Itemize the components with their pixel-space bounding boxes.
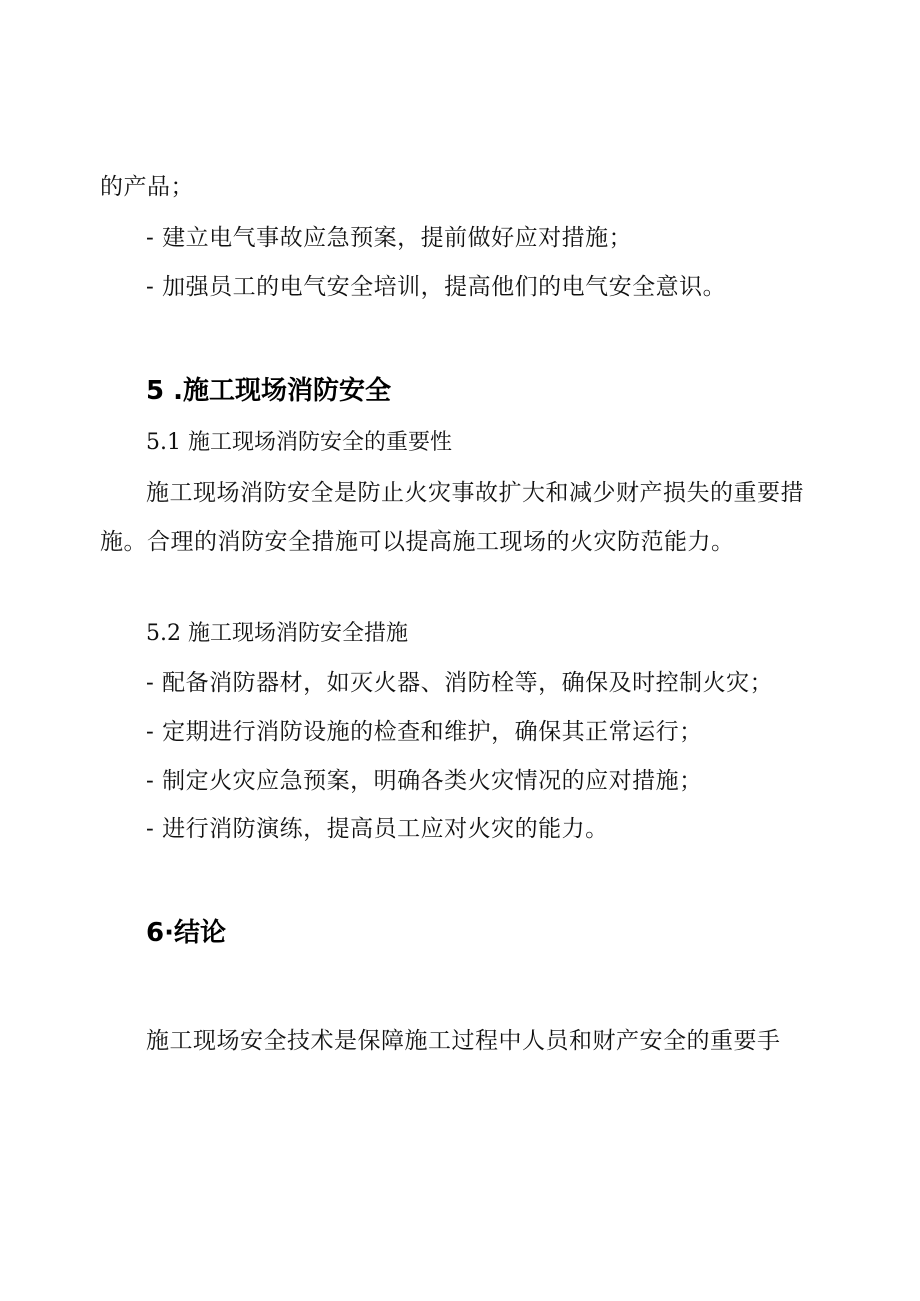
section-6-heading: 6·结论 <box>146 918 226 948</box>
section-5-2-bullet-3: - 制定火灾应急预案，明确各类火灾情况的应对措施； <box>146 768 703 794</box>
intro-continuation-text: 的产品； <box>100 174 194 200</box>
intro-bullet-2: - 加强员工的电气安全培训，提高他们的电气安全意识。 <box>146 274 727 300</box>
section-5-1-paragraph-line-2: 施。合理的消防安全措施可以提高施工现场的火灾防范能力。 <box>100 529 735 555</box>
section-5-1-title: 5.1 施工现场消防安全的重要性 <box>146 430 452 455</box>
section-5-1-paragraph-line-1: 施工现场消防安全是防止火灾事故扩大和减少财产损失的重要措 <box>146 480 804 506</box>
section-6-paragraph-line-1: 施工现场安全技术是保障施工过程中人员和财产安全的重要手 <box>146 1028 781 1054</box>
section-5-heading: 5 .施工现场消防安全 <box>146 376 392 406</box>
intro-bullet-1: - 建立电气事故应急预案，提前做好应对措施； <box>146 225 633 251</box>
section-5-2-title: 5.2 施工现场消防安全措施 <box>146 621 408 646</box>
section-5-2-bullet-1: - 配备消防器材，如灭火器、消防栓等，确保及时控制火灾； <box>146 670 774 696</box>
section-5-2-bullet-4: - 进行消防演练，提高员工应对火灾的能力。 <box>146 816 609 842</box>
section-5-2-bullet-2: - 定期进行消防设施的检查和维护，确保其正常运行； <box>146 719 703 745</box>
